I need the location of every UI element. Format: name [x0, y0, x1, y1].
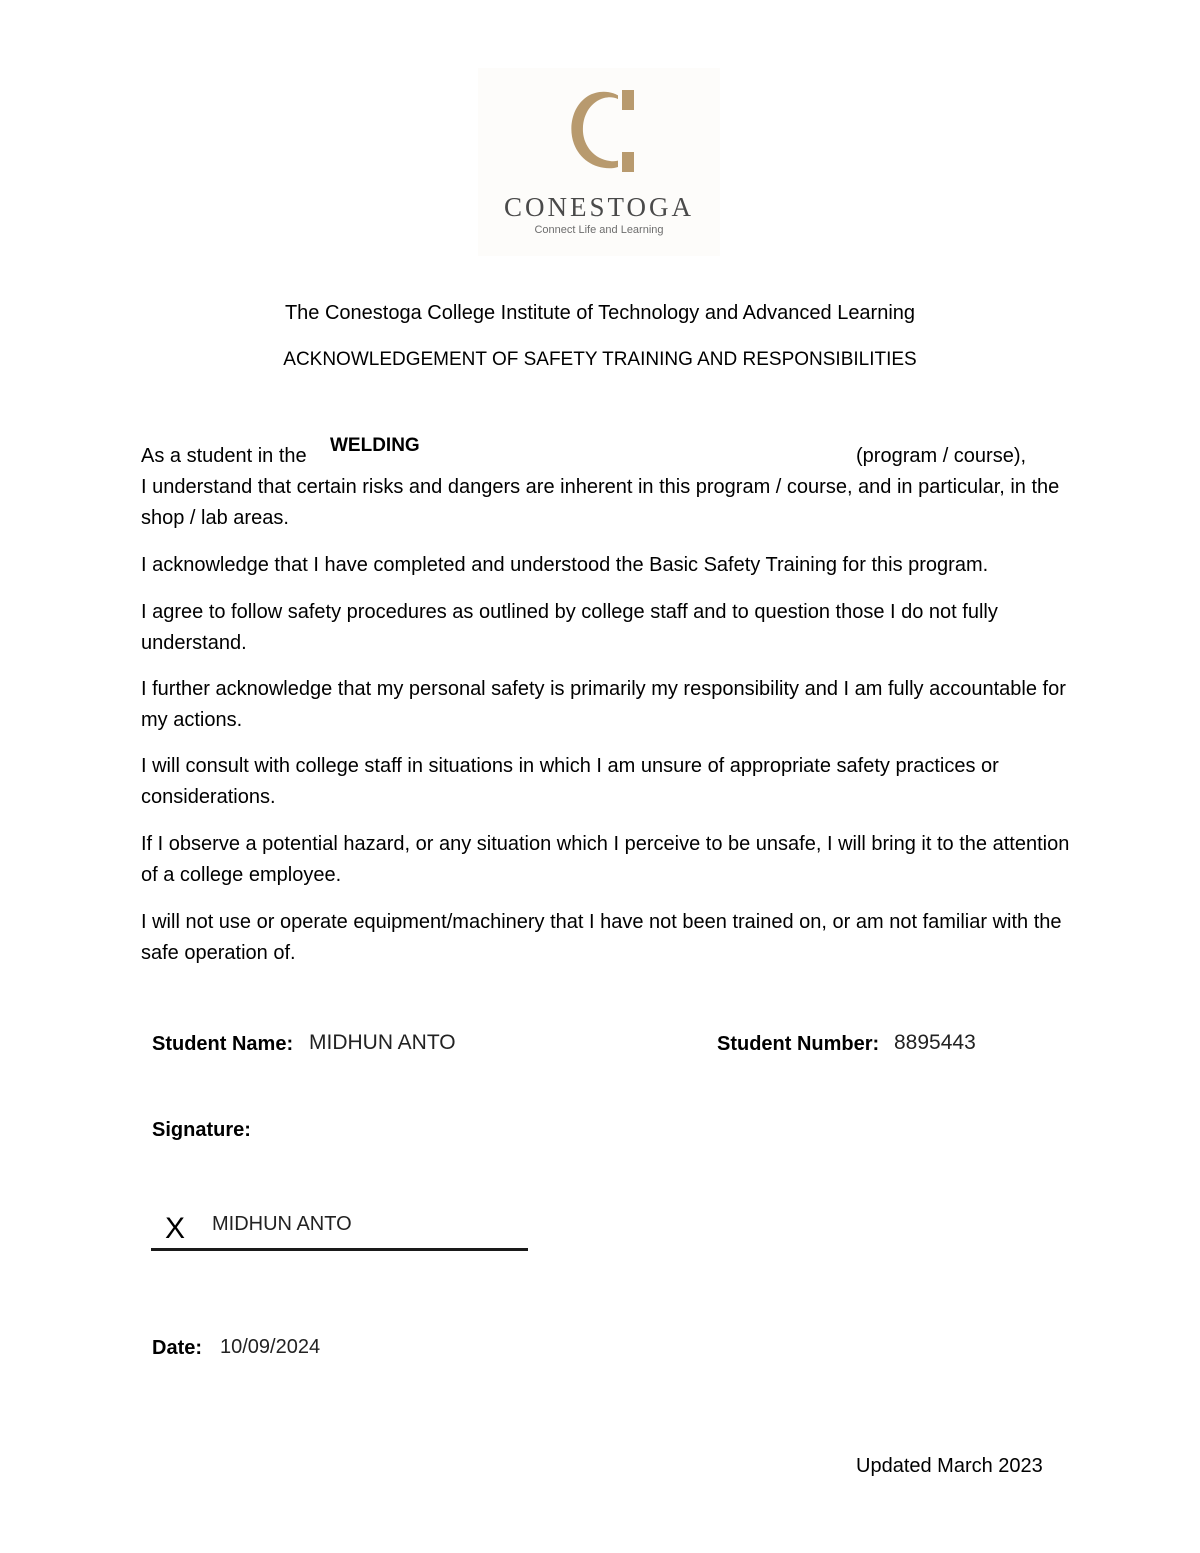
date-field[interactable]: 10/09/2024	[220, 1336, 321, 1358]
student-name-field[interactable]: MIDHUN ANTO	[309, 1031, 456, 1054]
signature-x-mark: X	[165, 1212, 186, 1245]
institution-title: The Conestoga College Institute of Technology and Advanced Learning	[284, 302, 916, 324]
program-field[interactable]: WELDING	[330, 435, 420, 456]
signature-label: Signature:	[152, 1119, 251, 1141]
intro-suffix: (program / course),	[856, 445, 1027, 467]
student-name-label: Student Name:	[152, 1033, 294, 1055]
logo-tagline: Connect Life and Learning	[534, 224, 664, 236]
updated-note: Updated March 2023	[856, 1455, 1043, 1477]
statement-5: If I observe a potential hazard, or any situation which I perceive to be unsafe, I will bring it to the attention of a college employee.	[141, 833, 1070, 886]
intro-continuation: I understand that certain risks and dangers are inherent in this program / course, and in particular, in the shop / lab areas.	[141, 476, 1060, 529]
signature-field[interactable]: MIDHUN ANTO	[212, 1213, 352, 1235]
statement-1: I acknowledge that I have completed and understood the Basic Safety Training for this program.	[141, 554, 989, 576]
conestoga-logo	[478, 68, 720, 256]
signature-line	[151, 1248, 528, 1251]
intro-prefix: As a student in the	[141, 445, 307, 467]
statement-6: I will not use or operate equipment/machinery that I have not been trained on, or am not familiar with the safe operation of.	[141, 911, 1062, 964]
form-title: ACKNOWLEDGEMENT OF SAFETY TRAINING AND RESPONSIBILITIES	[283, 349, 917, 370]
statement-3: I further acknowledge that my personal safety is primarily my responsibility and I am fully accountable for my actions.	[141, 678, 1066, 731]
statement-2: I agree to follow safety procedures as outlined by college staff and to question those I do not fully understand.	[141, 601, 998, 654]
student-number-label: Student Number:	[717, 1033, 880, 1055]
date-label: Date:	[152, 1337, 203, 1359]
logo-wordmark: CONESTOGA	[503, 192, 694, 222]
conestoga-c-logo-icon	[562, 88, 638, 174]
statement-4: I will consult with college staff in situations in which I am unsure of appropriate safety practices or considerations.	[141, 755, 999, 808]
student-number-field[interactable]: 8895443	[894, 1031, 976, 1054]
